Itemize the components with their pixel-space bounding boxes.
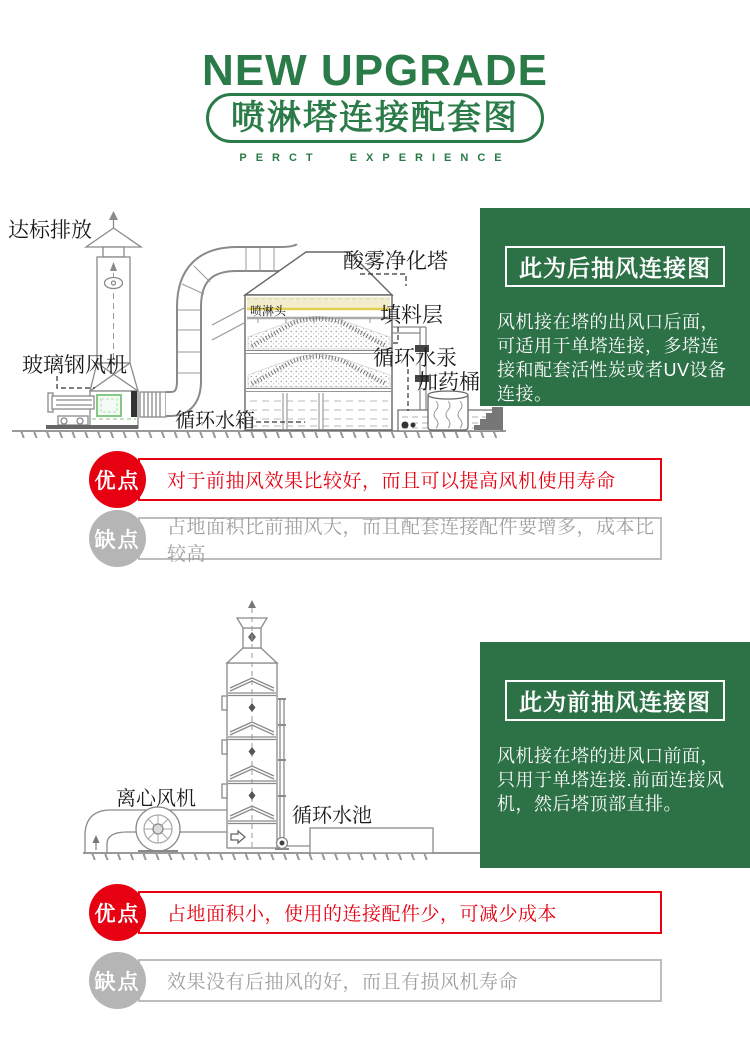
label-pump: 循环水汞	[373, 347, 457, 370]
label-packing: 填料层	[380, 304, 443, 327]
disadvantage-text: 占地面积比前抽风大，而且配套连接配件要增多，成本比较高	[138, 517, 662, 560]
disadvantage-row	[89, 952, 662, 1009]
disadvantage-badge: 缺点	[89, 510, 146, 567]
disadvantage-badge: 缺点	[89, 952, 146, 1009]
advantage-row	[89, 451, 662, 508]
advantage-row	[89, 884, 662, 941]
rear-suction-info-panel	[480, 208, 750, 406]
panel-title: 此为前抽风连接图	[505, 680, 725, 721]
advantage-text: 对于前抽风效果比较好，而且可以提高风机使用寿命	[138, 458, 662, 501]
purification-tower	[212, 252, 392, 430]
ground-hatching	[12, 432, 502, 438]
label-water-tank: 循环水箱	[175, 410, 255, 432]
page-tagline: PERCT EXPERIENCE	[239, 152, 511, 164]
panel-title: 此为后抽风连接图	[505, 246, 725, 287]
spray-tower	[222, 600, 277, 850]
advantage-text: 占地面积小，使用的连接配件少，可减少成本	[138, 891, 662, 934]
advantage-badge: 优点	[89, 451, 146, 508]
front-suction-info-panel	[480, 642, 750, 868]
panel-body: 风机接在塔的出风口后面，可适用于单塔连接，多塔连接和配套活性炭或者UV设备连接。	[497, 312, 727, 404]
disadvantage-text: 效果没有后抽风的好，而且有损风机寿命	[138, 959, 662, 1002]
rear-suction-diagram	[0, 195, 510, 445]
ground-hatching	[83, 854, 435, 860]
disadvantage-row	[89, 510, 662, 567]
circulation-pipe-pool	[275, 699, 433, 853]
page-title: NEW UPGRADE	[202, 46, 548, 95]
panel-body: 风机接在塔的进风口前面，只用于单塔连接.前面连接风机，然后塔顶部直排。	[497, 746, 725, 814]
page-subtitle-pill: 喷淋塔连接配套图	[206, 93, 544, 143]
label-emission: 达标排放	[8, 219, 92, 242]
label-water-pool: 循环水池	[292, 805, 372, 827]
advantage-badge: 优点	[89, 884, 146, 941]
label-centrifugal-fan: 离心风机	[116, 788, 196, 810]
centrifugal-fan	[136, 807, 180, 851]
label-spray-head: 喷淋头	[250, 304, 287, 318]
front-suction-diagram	[75, 600, 505, 870]
label-tower: 酸雾净化塔	[343, 250, 448, 273]
label-frp-fan: 玻璃钢风机	[22, 354, 127, 377]
label-dosing-barrel: 加药桶	[417, 371, 480, 394]
